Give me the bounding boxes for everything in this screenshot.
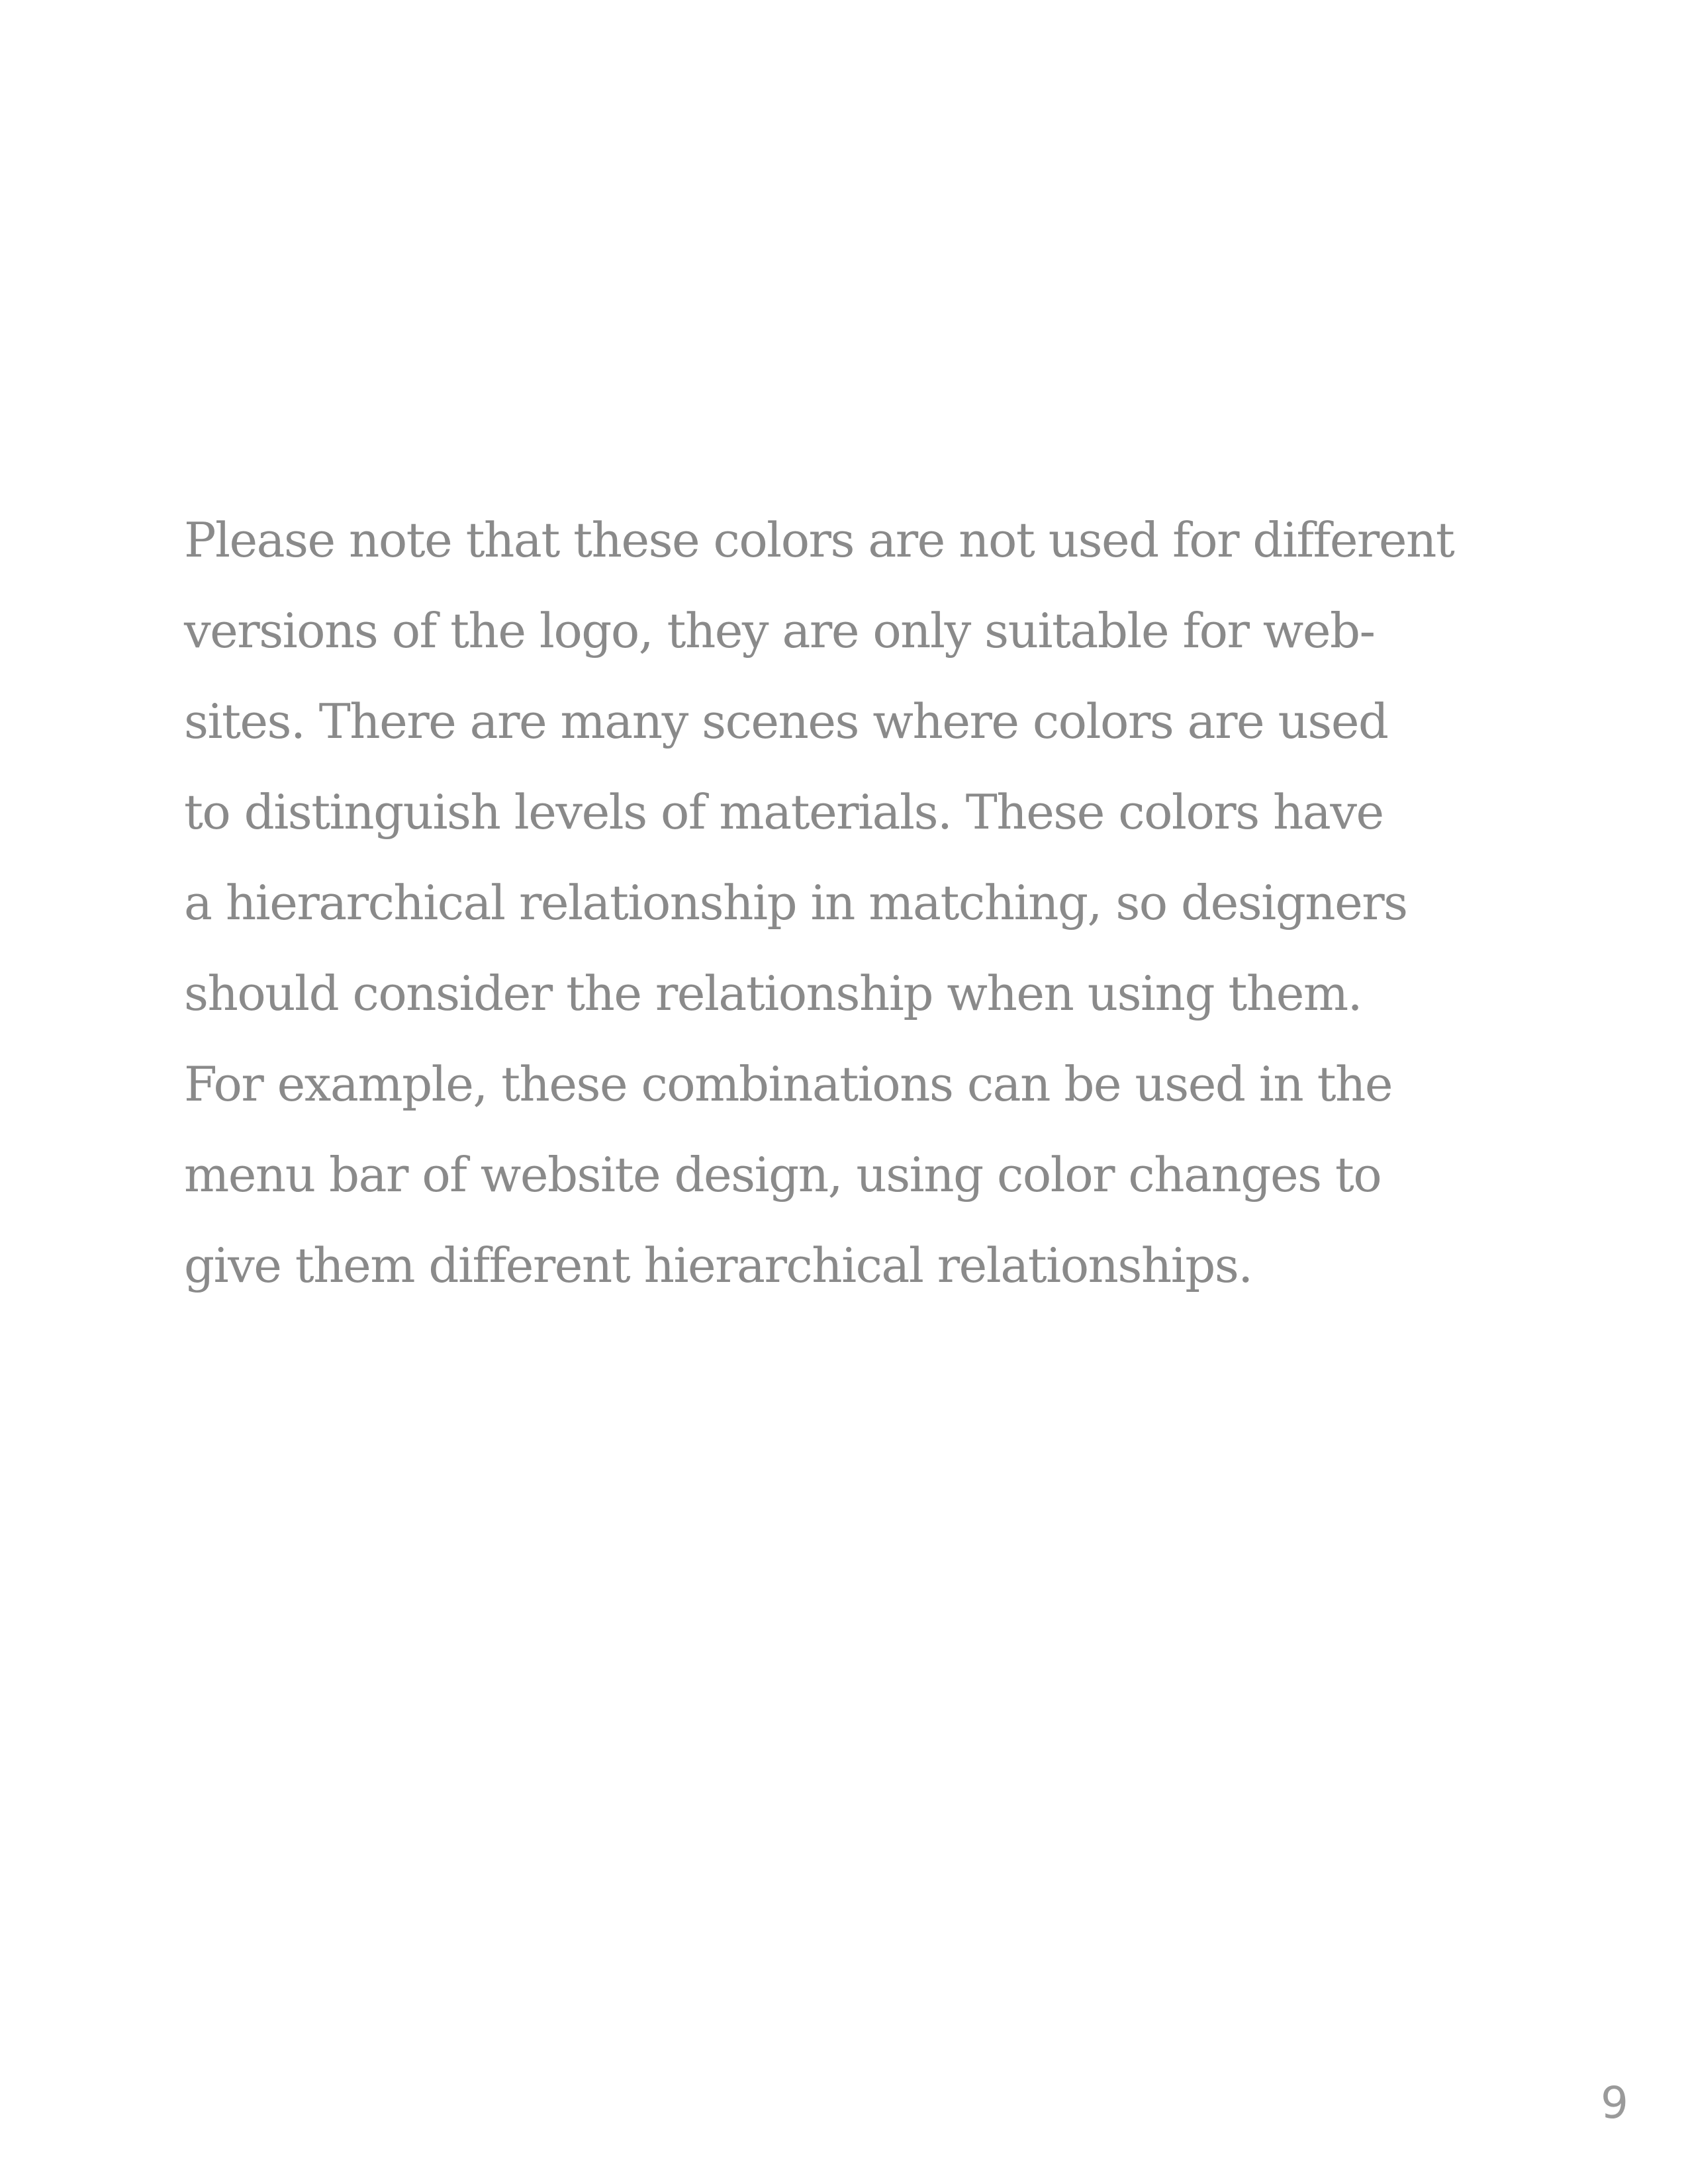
paragraph-line: give them different hierarchical relationships.: [184, 1238, 1252, 1293]
paragraph-line: a hierarchical relationship in matching, so designers: [184, 875, 1407, 931]
paragraph-line: Please note that these colors are not used for different: [184, 512, 1454, 568]
paragraph-line: should consider the relationship when using them.: [184, 966, 1362, 1021]
page-number: 9: [1601, 2077, 1628, 2128]
paragraph-line: to distinguish levels of materials. These colors have: [184, 784, 1383, 840]
paragraph-line: versions of the logo, they are only suitable for web-: [184, 603, 1375, 659]
paragraph-line: For example, these combinations can be used in the: [184, 1056, 1393, 1112]
body-paragraph: [184, 495, 1508, 1311]
paragraph-line: menu bar of website design, using color changes to: [184, 1147, 1382, 1203]
paragraph-line: sites. There are many scenes where colors are used: [184, 694, 1388, 749]
